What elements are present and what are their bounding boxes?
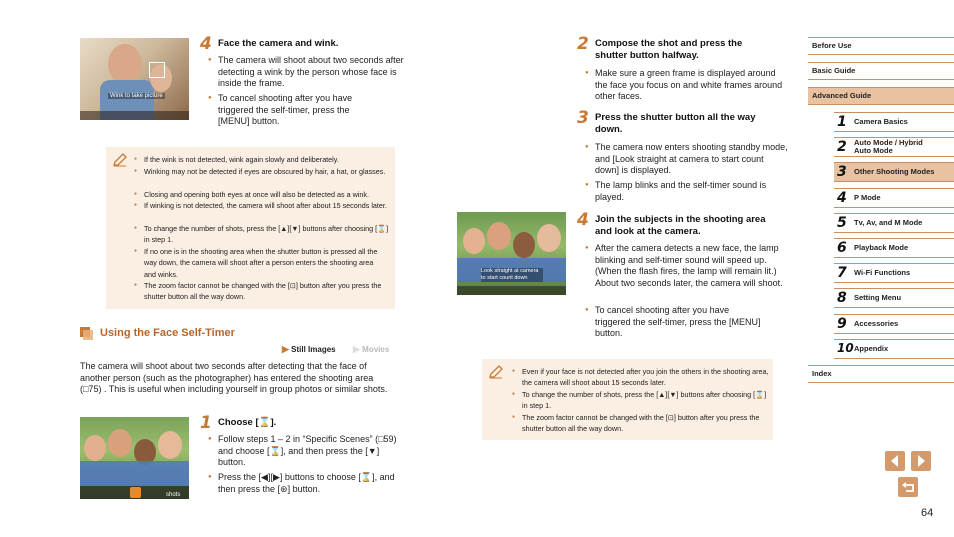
- sidebar-chapter-9[interactable]: 9 Accessories: [834, 314, 954, 334]
- step-number: 4: [577, 210, 589, 230]
- step-number: 2: [577, 34, 589, 54]
- shots-caption: shots: [166, 492, 181, 498]
- step-bullet: ● The camera will shoot about two seconds after detecting a wink by the person whose face is inside the frame.: [208, 55, 408, 90]
- sidebar-chapter-6[interactable]: 6 Playback Mode: [834, 238, 954, 258]
- note-item: ● Winking may not be detected if eyes are obscured by hair, a hat, or glasses.: [134, 166, 389, 177]
- sidebar-chapter-10[interactable]: 10 Appendix: [834, 339, 954, 359]
- sidebar-chapter-8[interactable]: 8 Setting Menu: [834, 288, 954, 308]
- return-arrow-icon: [898, 477, 918, 497]
- step-title: Compose the shot and press the shutter button halfway.: [595, 38, 743, 61]
- step-title: Choose [⌛].: [218, 417, 277, 428]
- sidebar-chapter-4[interactable]: 4 P Mode: [834, 188, 954, 208]
- sidebar-chapter-5[interactable]: 5 Tv, Av, and M Mode: [834, 213, 954, 233]
- sidebar-advanced-guide[interactable]: Advanced Guide: [808, 87, 954, 105]
- note-item: ● Closing and opening both eyes at once will also be detected as a wink.: [134, 189, 399, 200]
- pencil-note-icon: [488, 365, 504, 379]
- page-number: 64: [921, 507, 934, 519]
- wink-example-photo: [80, 38, 189, 120]
- step-bullet: ● Follow steps 1 – 2 in “Specific Scenes” (□59) and choose [⌛], and then press the [▼] button.: [208, 434, 403, 469]
- next-page-button[interactable]: [911, 451, 931, 471]
- note-item: ● The zoom factor cannot be changed with the [⊡] button after you press the shutter button all the way down.: [512, 412, 777, 435]
- look-caption: Look straight at camera to start count down: [481, 268, 543, 282]
- section-intro: The camera will shoot about two seconds after detecting that the face of another person (such as the photographer) has entered the shooting area (□75) . This is useful when including yourself in group photos or similar shots.: [80, 361, 388, 395]
- return-button[interactable]: [898, 477, 918, 497]
- step-bullet: ● The lamp blinks and the self-timer sound is played.: [585, 180, 790, 203]
- note-item: ● The zoom factor cannot be changed with the [⊡] button after you press the shutter button all the way down.: [134, 280, 399, 303]
- note-item: ● If the wink is not detected, wink again slowly and deliberately.: [134, 154, 399, 165]
- step-number: 1: [200, 413, 212, 433]
- step-bullet: ● Make sure a green frame is displayed around the face you focus on and white frames around other faces.: [585, 68, 790, 103]
- step-bullet: ● To cancel shooting after you have triggered the self-timer, press the [MENU] button.: [585, 305, 765, 340]
- movies-tag: ▶ Movies: [353, 344, 390, 354]
- still-images-tag: ▶ Still Images: [282, 344, 336, 354]
- note-item: ● To change the number of shots, press the [▲][▼] buttons after choosing [⌛] in step 1.: [512, 389, 772, 412]
- step-bullet: ● Press the [◀][▶] buttons to choose [⌛], and then press the [⊛] button.: [208, 472, 403, 495]
- step-title: Press the shutter button all the way down.: [595, 112, 756, 135]
- note-item: ● If winking is not detected, the camera will shoot after about 15 seconds later.: [134, 200, 399, 211]
- step-title: Face the camera and wink.: [218, 38, 339, 49]
- sidebar-chapter-3[interactable]: 3 Other Shooting Modes: [834, 162, 954, 182]
- note-box: [106, 147, 395, 309]
- note-item: ● To change the number of shots, press the [▲][▼] buttons after choosing [⌛] in step 1.: [134, 223, 389, 246]
- arrow-left-icon: [885, 451, 905, 471]
- sidebar-chapter-2[interactable]: 2 Auto Mode / Hybrid Auto Mode: [834, 137, 954, 157]
- step-bullet: ● To cancel shooting after you have triggered the self-timer, press the [MENU] button.: [208, 93, 378, 128]
- sidebar-basic-guide[interactable]: Basic Guide: [808, 62, 954, 80]
- arrow-right-icon: [911, 451, 931, 471]
- section-icon: [80, 327, 93, 340]
- step-number: 4: [200, 34, 212, 54]
- face-self-timer-menu-photo: [80, 417, 189, 499]
- section-title: Using the Face Self-Timer: [100, 327, 235, 339]
- note-item: ● If no one is in the shooting area when the shutter button is pressed all the way down, the camera will shoot after a person enters the shooting area and winks.: [134, 246, 384, 280]
- sidebar-before-use[interactable]: Before Use: [808, 37, 954, 55]
- step-bullet: ● After the camera detects a new face, the lamp blinking and self-timer sound will speed up. (When the flash fires, the lamp will remain lit.) About two seconds later, the camera will shoot.: [585, 243, 790, 289]
- step-title: Join the subjects in the shooting area and look at the camera.: [595, 214, 766, 237]
- pencil-note-icon: [112, 153, 128, 167]
- sidebar-chapter-1[interactable]: 1 Camera Basics: [834, 112, 954, 132]
- sidebar-index[interactable]: Index: [808, 365, 954, 383]
- look-at-camera-photo: [457, 212, 566, 295]
- step-bullet: ● The camera now enters shooting standby mode, and [Look straight at camera to start count down] is displayed.: [585, 142, 790, 177]
- wink-photo-caption: Wink to take picture: [110, 93, 163, 99]
- note-box: [482, 359, 773, 440]
- step-number: 3: [577, 108, 589, 128]
- previous-page-button[interactable]: [885, 451, 905, 471]
- note-item: ● Even if your face is not detected after you join the others in the shooting area, the camera will shoot about 15 seconds later.: [512, 366, 772, 389]
- sidebar-chapter-7[interactable]: 7 Wi-Fi Functions: [834, 263, 954, 283]
